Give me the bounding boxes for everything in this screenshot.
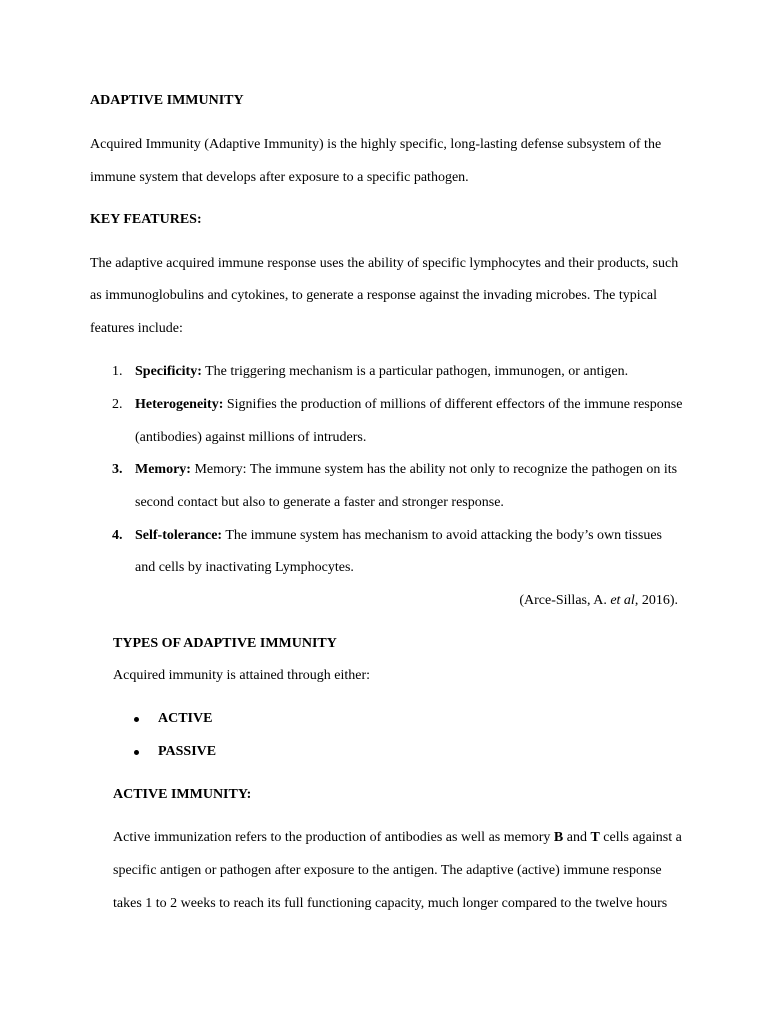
types-intro: Acquired immunity is attained through either: <box>113 668 370 683</box>
intro-line-2: immune system that develops after exposure to a specific pathogen. <box>90 170 469 185</box>
list-item-term: Memory: <box>135 462 191 477</box>
active-immunity-heading: ACTIVE IMMUNITY: <box>113 787 252 802</box>
list-item-term: Self-tolerance: <box>135 528 223 543</box>
list-item-number: 3. <box>112 462 123 477</box>
list-item-term: Specificity: <box>135 364 202 379</box>
list-item-text: The triggering mechanism is a particular pathogen, immunogen, or antigen. <box>201 364 629 379</box>
citation: (Arce-Sillas, A. et al, 2016). <box>519 593 678 608</box>
bullet-item-passive: PASSIVE <box>158 744 217 759</box>
page-title: ADAPTIVE IMMUNITY <box>90 93 244 108</box>
active-para-line-2: specific antigen or pathogen after exposure to the antigen. The adaptive (active) immune response <box>113 863 662 878</box>
list-item <box>135 462 677 478</box>
list-item-number: 2. <box>112 397 123 412</box>
list-item-continuation: (antibodies) against millions of intruders. <box>135 430 367 445</box>
list-item-term: Heterogeneity: <box>135 397 224 412</box>
list-item-text: Memory: The immune system has the ability not only to recognize the pathogen on its <box>190 462 678 477</box>
list-item <box>135 528 662 544</box>
list-item <box>135 397 682 413</box>
bullet-item-active: ACTIVE <box>158 711 213 726</box>
key-features-para-line-2: as immunoglobulins and cytokines, to generate a response against the invading microbes. The typical <box>90 288 657 303</box>
intro-line-1: Acquired Immunity (Adaptive Immunity) is the highly specific, long-lasting defense subsystem of the <box>90 137 662 152</box>
active-para-line-3: takes 1 to 2 weeks to reach its full functioning capacity, much longer compared to the twelve hours <box>113 896 668 911</box>
list-item-continuation: and cells by inactivating Lymphocytes. <box>135 560 354 575</box>
key-features-para-line-1: The adaptive acquired immune response uses the ability of specific lymphocytes and their products, such <box>90 256 679 271</box>
list-item-number: 1. <box>112 364 123 379</box>
key-features-heading: KEY FEATURES: <box>90 212 202 227</box>
list-item-number: 4. <box>112 528 123 543</box>
bullet-icon <box>134 717 139 722</box>
list-item-text: Signifies the production of millions of different effectors of the immune response <box>223 397 683 412</box>
bullet-icon <box>134 750 139 755</box>
list-item <box>135 364 628 380</box>
list-item-text: The immune system has mechanism to avoid attacking the body’s own tissues <box>222 528 662 543</box>
list-item-continuation: second contact but also to generate a faster and stronger response. <box>135 495 504 510</box>
types-heading: TYPES OF ADAPTIVE IMMUNITY <box>113 636 337 651</box>
active-para-line-1: Active immunization refers to the production of antibodies as well as memory B and T cells against a <box>113 830 682 845</box>
key-features-para-line-3: features include: <box>90 321 183 336</box>
